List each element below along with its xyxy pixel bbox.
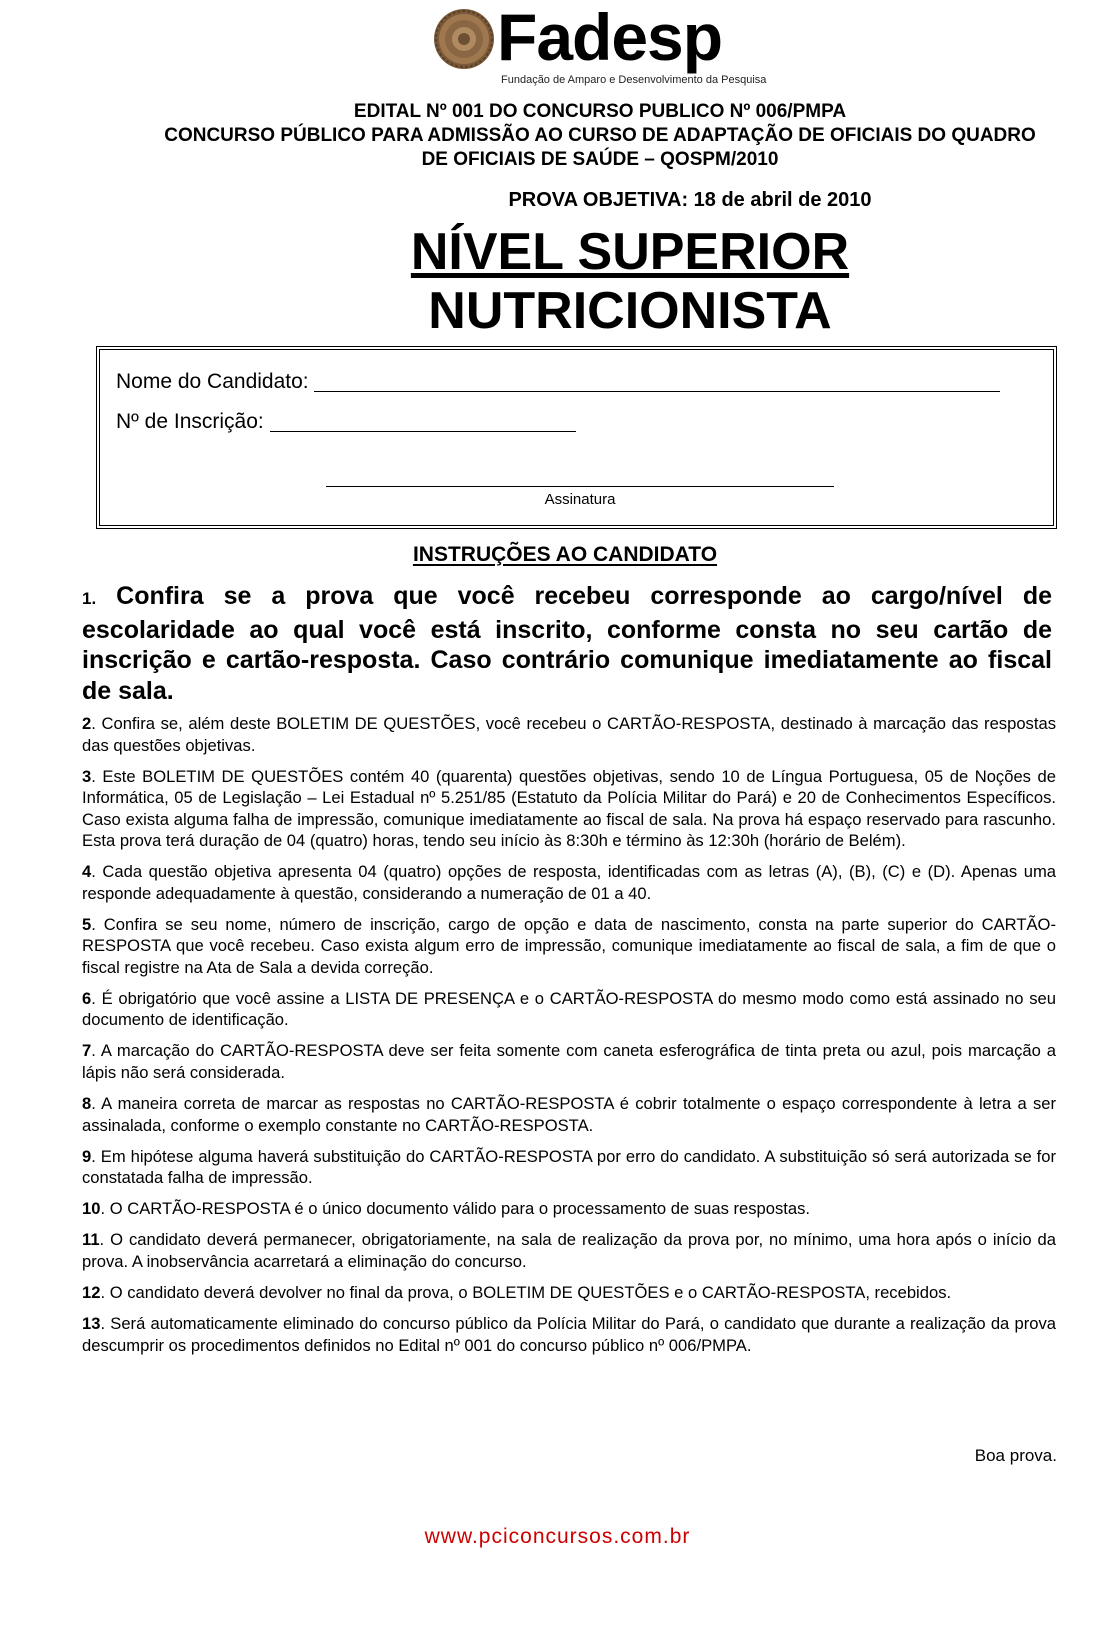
closing-text: Boa prova. <box>974 1446 1057 1465</box>
footer-url[interactable]: www.pciconcursos.com.br <box>424 1525 691 1548</box>
fadesp-seal-icon <box>433 8 495 70</box>
logo-subtitle: Fundação de Amparo e Desenvolvimento da Pesquisa <box>501 74 767 86</box>
instruction-item: 9. Em hipótese alguma haverá substituição do CARTÃO-RESPOSTA por erro do candidato. A substituição só será autorizada se for constatada falha de impressão. <box>82 1146 1056 1188</box>
edital-line: EDITAL Nº 001 DO CONCURSO PUBLICO Nº 006/PMPA <box>353 101 847 122</box>
level-title: NÍVEL SUPERIOR <box>410 223 850 281</box>
signature-label: Assinatura <box>544 491 616 508</box>
inscription-label: Nº de Inscrição: <box>116 410 264 433</box>
instruction-number: 1. <box>82 589 97 608</box>
instruction-item: 8. A maneira correta de marcar as respostas no CARTÃO-RESPOSTA é cobrir totalmente o espaço correspondente à letra a ser assinalada, conforme o exemplo constante no CARTÃO-RESPOSTA. <box>82 1094 1056 1135</box>
role-title: NUTRICIONISTA <box>428 282 832 340</box>
candidate-name-field[interactable] <box>314 373 1000 392</box>
inscription-row <box>116 410 576 434</box>
instruction-item: 12. O candidato deverá devolver no final da prova, o BOLETIM DE QUESTÕES e o CARTÃO-RESPOSTA, recebidos. <box>82 1282 952 1302</box>
instruction-item: 4. Cada questão objetiva apresenta 04 (quatro) opções de resposta, identificadas com as letras (A), (B), (C) e (D). Apenas uma responde adequadamente à questão, considerando a numeração de 01 a 40. <box>82 862 1056 903</box>
candidate-name-label: Nome do Candidato: <box>116 370 309 393</box>
instruction-item: 13. Será automaticamente eliminado do concurso público da Polícia Militar do Pará, o candidato que durante a realização da prova descumprir os procedimentos definidos no Edital nº 001 do concurso público nº 006/PMPA. <box>82 1314 1056 1355</box>
logo-name: Fadesp <box>497 0 723 74</box>
instruction-item: 7. A marcação do CARTÃO-RESPOSTA deve ser feita somente com caneta esferográfica de tinta preta ou azul, pois marcação a lápis não será considerada. <box>82 1041 1056 1082</box>
instruction-item-1 <box>82 581 1052 706</box>
instruction-item: 6. É obrigatório que você assine a LISTA DE PRESENÇA e o CARTÃO-RESPOSTA do mesmo modo como está assinado no seu documento de identificação. <box>82 988 1056 1030</box>
instruction-text: Confira se a prova que você recebeu corresponde ao cargo/nível de escolaridade ao qual você está inscrito, conforme consta no seu cartão de inscrição e cartão-resposta. Caso contrário comunique imediatamente ao fiscal de sala. <box>82 582 1052 705</box>
exam-date: PROVA OBJETIVA: 18 de abril de 2010 <box>508 189 872 211</box>
instruction-item: 10. O CARTÃO-RESPOSTA é o único documento válido para o processamento de suas respostas. <box>82 1199 811 1219</box>
fadesp-logo <box>425 0 765 92</box>
quadro-line: DE OFICIAIS DE SAÚDE – QOSPM/2010 <box>421 149 779 170</box>
inscription-field[interactable] <box>270 413 576 432</box>
instruction-item: 2. Confira se, além deste BOLETIM DE QUESTÕES, você recebeu o CARTÃO-RESPOSTA, destinado à marcação das respostas das questões objetivas. <box>82 714 1056 755</box>
instructions-title: INSTRUÇÕES AO CANDIDATO <box>412 543 718 566</box>
candidate-info-box <box>96 346 1057 529</box>
concurso-line: CONCURSO PÚBLICO PARA ADMISSÃO AO CURSO DE ADAPTAÇÃO DE OFICIAIS DO QUADRO <box>164 125 1036 146</box>
instruction-item: 5. Confira se seu nome, número de inscrição, cargo de opção e data de nascimento, consta na parte superior do CARTÃO-RESPOSTA que você recebeu. Caso exista algum erro de impressão, comunique imediatamente ao fiscal de sala, a fim de que o fiscal registre na Ata de Sala a devida correção. <box>82 914 1056 977</box>
candidate-name-row <box>116 370 1000 394</box>
instruction-item: 11. O candidato deverá permanecer, obrigatoriamente, na sala de realização da prova por, no mínimo, uma hora após o início da prova. A inobservância acarretará a eliminação do concurso. <box>82 1230 1056 1271</box>
instructions-list <box>82 713 1056 1366</box>
instruction-item: 3. Este BOLETIM DE QUESTÕES contém 40 (quarenta) questões objetivas, sendo 10 de Língua Portuguesa, 05 de Noções de Informática, 05 de Legislação – Lei Estadual nº 5.251/85 (Estatuto da Polícia Militar do Pará) e 20 de Conhecimentos Específicos. Caso exista alguma falha de impressão, comunique imediatamente ao fiscal de sala. Na prova há espaço reservado para rascunho. Esta prova terá duração de 04 (quatro) horas, tendo seu início às 8:30h e término às 12:30h (horário de Belém). <box>82 766 1056 851</box>
signature-line[interactable] <box>326 486 834 487</box>
